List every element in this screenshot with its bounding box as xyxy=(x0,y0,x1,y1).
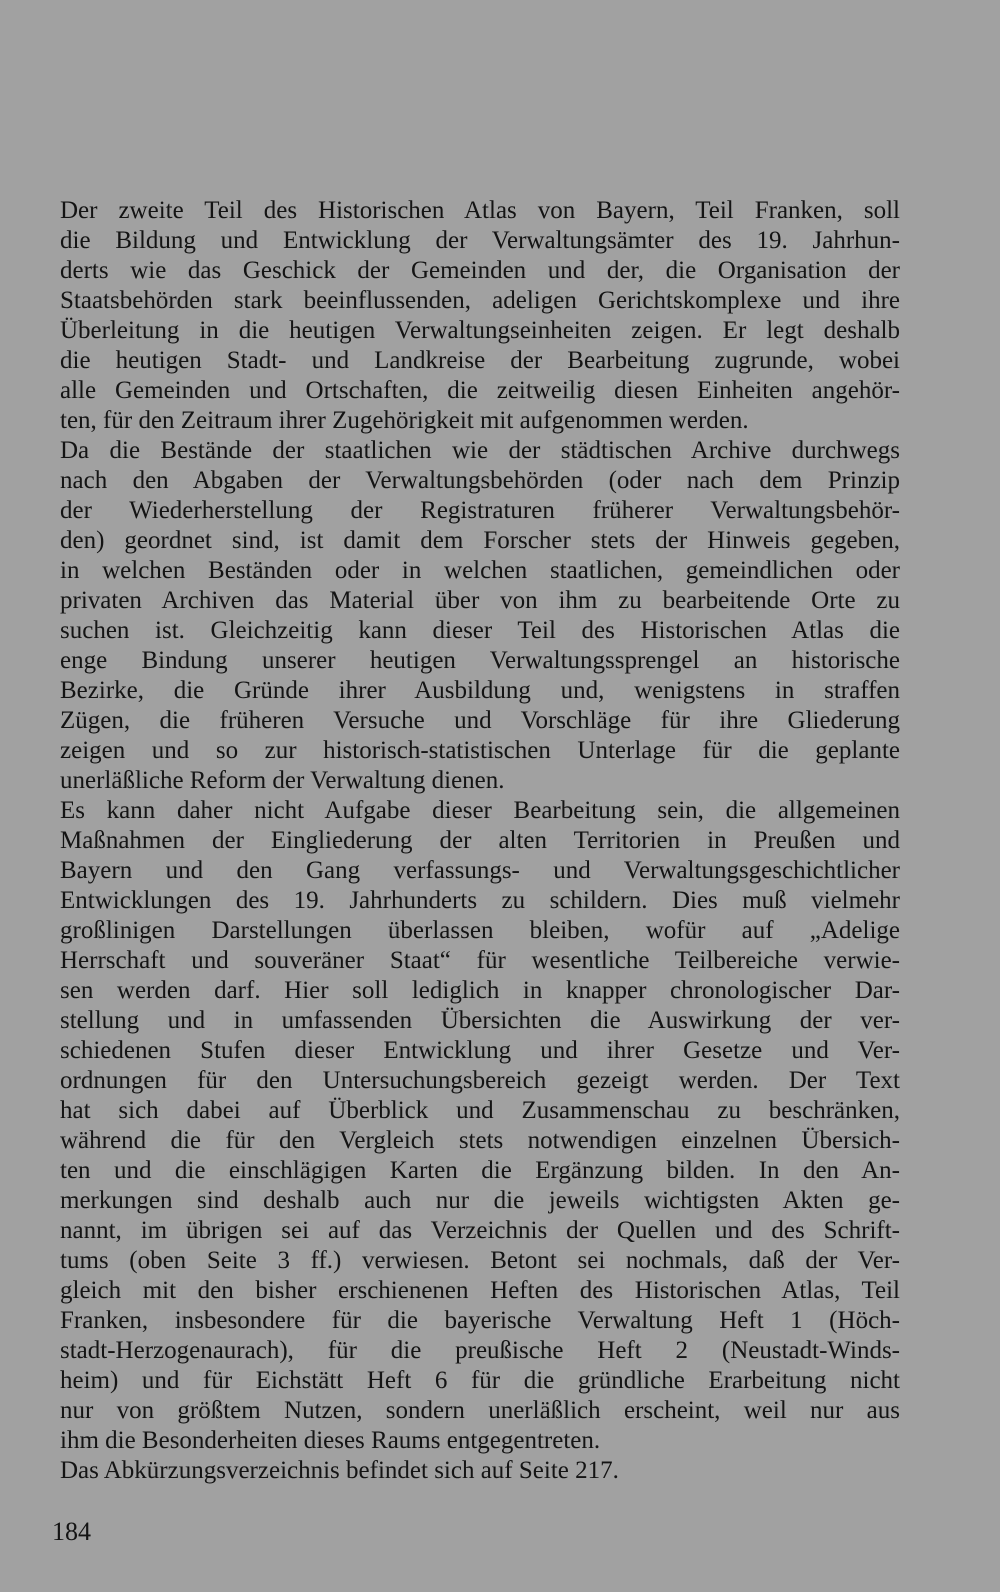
text-line: enge Bindung unserer heutigen Verwaltungssprengel an historische xyxy=(60,647,900,674)
text-line: den) geordnet sind, ist damit dem Forscher stets der Hinweis gegeben, xyxy=(60,527,900,554)
body-text xyxy=(60,196,900,1486)
text-line: in welchen Beständen oder in welchen staatlichen, gemeindlichen oder xyxy=(60,557,900,584)
text-line: derts wie das Geschick der Gemeinden und der, die Organisation der xyxy=(60,257,900,284)
text-line: suchen ist. Gleichzeitig kann dieser Teil des Historischen Atlas die xyxy=(60,617,900,644)
text-line: Überleitung in die heutigen Verwaltungseinheiten zeigen. Er legt deshalb xyxy=(60,317,900,344)
paragraph xyxy=(60,436,900,796)
page-number: 184 xyxy=(52,1517,91,1546)
text-line: hat sich dabei auf Überblick und Zusammenschau zu beschränken, xyxy=(60,1097,900,1124)
text-line: ten und die einschlägigen Karten die Ergänzung bilden. In den An- xyxy=(60,1157,900,1184)
text-line: ordnungen für den Untersuchungsbereich gezeigt werden. Der Text xyxy=(60,1067,900,1094)
text-line: während die für den Vergleich stets notwendigen einzelnen Übersich- xyxy=(60,1127,900,1154)
text-line: großlinigen Darstellungen überlassen bleiben, wofür auf „Adelige xyxy=(60,917,900,944)
text-line: Herrschaft und souveräner Staat“ für wesentliche Teilbereiche verwie- xyxy=(60,947,900,974)
text-line: ten, für den Zeitraum ihrer Zugehörigkeit mit aufgenommen werden. xyxy=(60,407,749,434)
text-line: die heutigen Stadt- und Landkreise der Bearbeitung zugrunde, wobei xyxy=(60,347,900,374)
text-line: unerläßliche Reform der Verwaltung dienen. xyxy=(60,767,505,794)
text-line: nannt, im übrigen sei auf das Verzeichnis der Quellen und des Schrift- xyxy=(60,1217,900,1244)
text-line: ihm die Besonderheiten dieses Raums entgegentreten. xyxy=(60,1427,601,1454)
paragraph xyxy=(60,1456,900,1486)
text-line: Entwicklungen des 19. Jahrhunderts zu schildern. Dies muß vielmehr xyxy=(60,887,900,914)
text-line: alle Gemeinden und Ortschaften, die zeitweilig diesen Einheiten angehör- xyxy=(60,377,900,404)
text-line: Es kann daher nicht Aufgabe dieser Bearbeitung sein, die allgemeinen xyxy=(60,797,900,824)
text-line: privaten Archiven das Material über von ihm zu bearbeitende Orte zu xyxy=(60,587,900,614)
text-line: tums (oben Seite 3 ff.) verwiesen. Betont sei nochmals, daß der Ver- xyxy=(60,1247,900,1274)
text-line: der Wiederherstellung der Registraturen früherer Verwaltungsbehör- xyxy=(60,497,900,524)
text-line: schiedenen Stufen dieser Entwicklung und ihrer Gesetze und Ver- xyxy=(60,1037,900,1064)
text-line: merkungen sind deshalb auch nur die jeweils wichtigsten Akten ge- xyxy=(60,1187,900,1214)
text-line: Zügen, die früheren Versuche und Vorschläge für ihre Gliederung xyxy=(60,707,900,734)
text-line: Franken, insbesondere für die bayerische Verwaltung Heft 1 (Höch- xyxy=(60,1307,900,1334)
text-line: nach den Abgaben der Verwaltungsbehörden (oder nach dem Prinzip xyxy=(60,467,900,494)
text-line: Maßnahmen der Eingliederung der alten Territorien in Preußen und xyxy=(60,827,900,854)
text-line: stellung und in umfassenden Übersichten die Auswirkung der ver- xyxy=(60,1007,900,1034)
text-line: nur von größtem Nutzen, sondern unerläßlich erscheint, weil nur aus xyxy=(60,1397,900,1424)
text-line: stadt-Herzogenaurach), für die preußische Heft 2 (Neustadt-Winds- xyxy=(60,1337,900,1364)
text-line: gleich mit den bisher erschienenen Heften des Historischen Atlas, Teil xyxy=(60,1277,900,1304)
text-line: heim) und für Eichstätt Heft 6 für die gründliche Erarbeitung nicht xyxy=(60,1367,900,1394)
text-line: Das Abkürzungsverzeichnis befindet sich auf Seite 217. xyxy=(60,1457,619,1484)
text-line: die Bildung und Entwicklung der Verwaltungsämter des 19. Jahrhun- xyxy=(60,227,900,254)
text-line: sen werden darf. Hier soll lediglich in knapper chronologischer Dar- xyxy=(60,977,900,1004)
text-line: Bayern und den Gang verfassungs- und Verwaltungsgeschichtlicher xyxy=(60,857,900,884)
text-line: Der zweite Teil des Historischen Atlas von Bayern, Teil Franken, soll xyxy=(60,197,900,224)
paragraph xyxy=(60,796,900,1456)
text-line: Staatsbehörden stark beeinflussenden, adeligen Gerichtskomplexe und ihre xyxy=(60,287,900,314)
text-line: zeigen und so zur historisch-statistischen Unterlage für die geplante xyxy=(60,737,900,764)
paragraph xyxy=(60,196,900,436)
text-line: Bezirke, die Gründe ihrer Ausbildung und, wenigstens in straffen xyxy=(60,677,900,704)
text-line: Da die Bestände der staatlichen wie der städtischen Archive durchwegs xyxy=(60,437,900,464)
